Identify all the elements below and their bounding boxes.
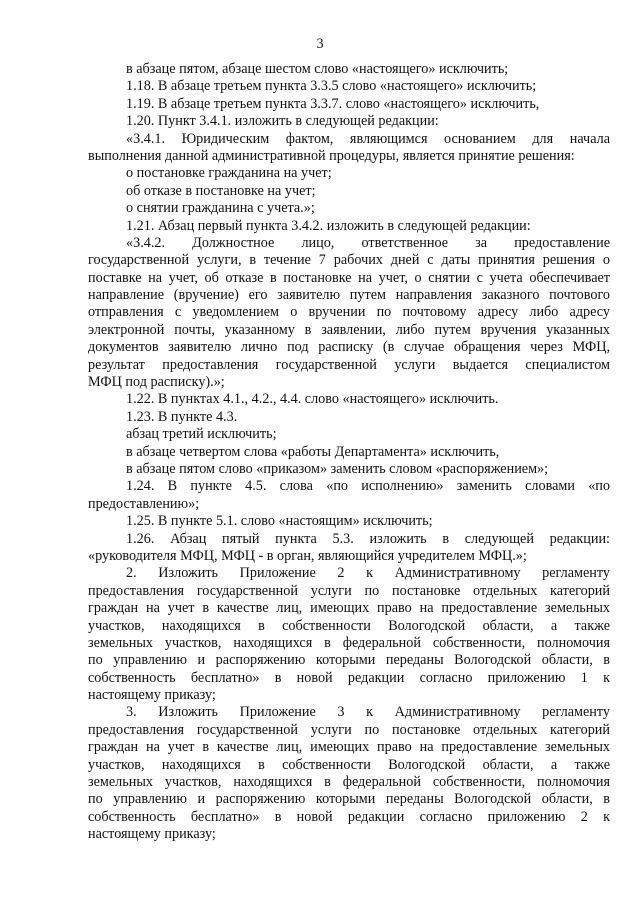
text-line: 1.24. В пункте 4.5. слова «по исполнению» заменить словами «по [126, 478, 610, 495]
text-line: 3. Изложить Приложение 3 к Административному регламенту [126, 704, 610, 721]
text-line: электронной почты, указанному в заявлении, либо путем вручения указанных [88, 321, 610, 338]
text-line: об отказе в постановке на учет; [126, 182, 316, 199]
text-line: в абзаце пятом, абзаце шестом слово «настоящего» исключить; [126, 61, 509, 77]
document-body [88, 61, 610, 844]
text-line: документов заявителю лично под расписку (в случае обращения через МФЦ, [88, 339, 610, 356]
text-line: 1.21. Абзац первый пункта 3.4.2. изложить в следующей редакции: [126, 217, 531, 234]
text-line: земельных участков, находящихся в федеральной собственности, полномочия [88, 774, 610, 791]
text-line: граждан на учет в качестве лиц, имеющих право на предоставление земельных [88, 600, 610, 617]
text-line: 1.23. В пункте 4.3. [126, 408, 238, 425]
text-line: предоставления государственной услуги по постановке отдельных категорий [88, 721, 610, 738]
text-line: земельных участков, находящихся в федеральной собственности, полномочия [88, 634, 610, 651]
text-line: настоящему приказу; [88, 687, 216, 704]
text-line: 1.20. Пункт 3.4.1. изложить в следующей редакции: [126, 113, 439, 130]
text-line: 2. Изложить Приложение 2 к Административному регламенту [126, 565, 610, 582]
text-line: 1.25. В пункте 5.1. слово «настоящим» исключить; [126, 513, 433, 530]
text-line: «3.4.1. Юридическим фактом, являющимся основанием для начала [126, 130, 610, 147]
text-line: результат предоставления государственной услуги выдается специалистом [88, 356, 610, 373]
text-line: предоставления государственной услуги по постановке отдельных категорий [88, 582, 610, 599]
text-line: в абзаце четвертом слова «работы Департамента» исключить, [126, 443, 500, 460]
text-line: о постановке гражданина на учет; [126, 165, 332, 182]
text-line: собственность бесплатно» в новой редакции согласно приложению 2 к [88, 808, 610, 825]
text-line: 1.18. В абзаце третьем пункта 3.3.5 слово «настоящего» исключить; [126, 78, 537, 95]
text-line: отправления с уведомлением о вручении по почтовому адресу либо адресу [88, 304, 610, 321]
text-line: МФЦ под расписку).»; [88, 374, 225, 391]
text-line: абзац третий исключить; [126, 426, 277, 443]
text-line: участков, находящихся в собственности Вологодской области, а также [88, 617, 610, 634]
text-line: выполнения данной административной процедуры, является принятие решения: [88, 147, 575, 164]
text-line: «3.4.2. Должностное лицо, ответственное за предоставление [126, 234, 610, 251]
text-line: 1.26. Абзац пятый пункта 5.3. изложить в следующей редакции: [126, 530, 610, 547]
text-line: участков, находящихся в собственности Вологодской области, а также [88, 756, 610, 773]
text-line: по управлению и распоряжению которыми переданы Вологодской области, в [88, 652, 610, 669]
text-line: в абзаце пятом слово «приказом» заменить словом «распоряжением»; [126, 460, 549, 477]
text-line: граждан на учет в качестве лиц, имеющих право на предоставление земельных [88, 739, 610, 756]
text-line: 1.19. В абзаце третьем пункта 3.3.7. слово «настоящего» исключить, [126, 95, 540, 112]
text-line: собственность бесплатно» в новой редакции согласно приложению 1 к [88, 669, 610, 686]
text-line: «руководителя МФЦ, МФЦ - в орган, являющийся учредителем МФЦ.»; [88, 547, 527, 564]
text-line: 1.22. В пунктах 4.1., 4.2., 4.4. слово «настоящего» исключить. [126, 391, 499, 408]
text-line: настоящему приказу; [88, 826, 216, 843]
text-line: направление (вручение) его заявителю путем направления заказного почтового [88, 287, 610, 304]
text-line: о снятии гражданина с учета.»; [126, 200, 315, 217]
text-line: по управлению и распоряжению которыми переданы Вологодской области, в [88, 791, 610, 808]
text-line: государственной услуги, в течение 7 рабочих дней с даты принятия решения о [88, 252, 610, 269]
text-line: предоставлению»; [88, 495, 200, 512]
text-line: поставке на учет, об отказе в постановке на учет, о снятии с учета обеспечивает [88, 269, 610, 286]
page-number: 3 [316, 36, 324, 52]
